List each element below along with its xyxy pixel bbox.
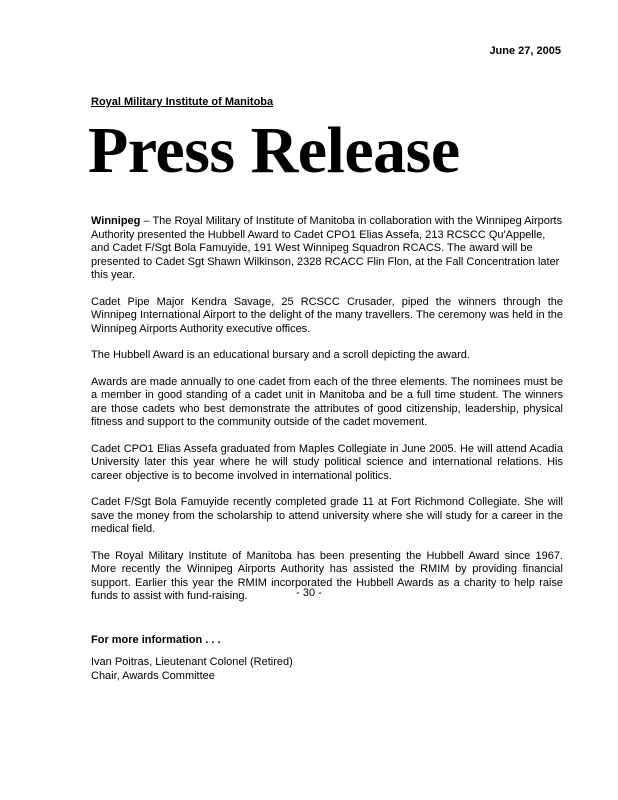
paragraph-1 <box>91 215 563 283</box>
paragraph-3: The Hubbell Award is an educational bursary and a scroll depicting the award. <box>91 349 470 361</box>
dateline-place: Winnipeg <box>91 215 141 227</box>
contact-name: Ivan Poitras, Lieutenant Colonel (Retired) <box>91 656 293 668</box>
organization-name: Royal Military Institute of Manitoba <box>91 96 274 108</box>
paragraph-2: Cadet Pipe Major Kendra Savage, 25 RCSCC Crusader, piped the winners through the Winnipeg International Airport to the delight of the many travellers. The ceremony was held in the Winnipeg Airports Authority executive offices. <box>91 295 563 335</box>
contact-block <box>91 656 293 683</box>
page-title: Press Release <box>88 114 460 187</box>
paragraph-7: The Royal Military Institute of Manitoba has been presenting the Hubbell Award since 1967. More recently the Winnipeg Airports Authority has assisted the RMIM by providing financial support. Earlier this year the RMIM incorporated the Hubbell Awards as a charity to help raise funds to assist with fund-raising. <box>91 549 563 602</box>
paragraph-6: Cadet F/Sgt Bola Famuyide recently completed grade 11 at Fort Richmond Collegiate. She will save the money from the scholarship to attend university where she will study for a career in the medical field. <box>91 496 563 535</box>
contact-role: Chair, Awards Committee <box>91 669 215 682</box>
paragraph-5: Cadet CPO1 Elias Assefa graduated from Maples Collegiate in June 2005. He will attend Acadia University later this year where he will study political science and international relations. His career objective is to become involved in international politics. <box>91 442 563 482</box>
document-date: June 27, 2005 <box>489 45 561 57</box>
more-info-heading: For more information . . . <box>91 634 221 646</box>
page-end-marker: - 30 - <box>296 587 322 599</box>
paragraph-4: Awards are made annually to one cadet from each of the three elements. The nominees must be a member in good standing of a cadet unit in Manitoba and be a full time student. The winners are those cadets who best demonstrate the attributes of good citizenship, leadership, physical fitness and support to the community outside of the cadet movement. <box>91 375 563 428</box>
paragraph-1-text: – The Royal Military of Institute of Manitoba in collaboration with the Winnipeg Airports Authority presented the Hubbell Award to Cadet CPO1 Elias Assefa, 213 RCSCC Qu'Appelle, and Cadet F/Sgt Bola Famuyide, 191 West Winnipeg Squadron RCACS. The award will be presented to Cadet Sgt Shawn Wilkinson, 2328 RCACC Flin Flon, at the Fall Concentration later this year. <box>91 215 563 281</box>
press-release-body <box>91 215 563 617</box>
